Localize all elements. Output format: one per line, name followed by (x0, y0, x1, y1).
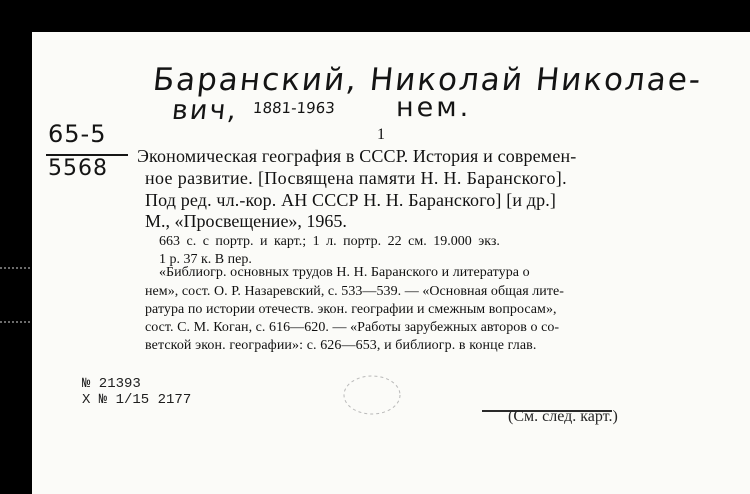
imprint-line: М., «Просвещение», 1965. (145, 211, 347, 231)
shelf-mark-bottom: 5568 (48, 156, 108, 181)
handwritten-author-name: Баранский, Николай Николае- (151, 62, 705, 98)
note-line: сост. С. М. Коган, с. 616—620. — «Работы зарубежных авторов о со- (145, 320, 560, 335)
entry-number: 1 (377, 126, 385, 143)
catalog-card (32, 32, 750, 494)
price-line: 1 р. 37 к. В пер. (159, 252, 252, 267)
registry-stamp: Х № 1/15 2177 (82, 392, 192, 408)
collation-line: 663 с. с портр. и карт.; 1 л. портр. 22 см. 19.000 экз. (159, 234, 500, 249)
title-line: Экономическая география в СССР. История и современ- (137, 146, 577, 166)
note-line: «Библиогр. основных трудов Н. Н. Баранского и литература о (159, 265, 530, 280)
card-edge-mark (0, 266, 32, 326)
handwritten-subject-heading: нем. (396, 92, 472, 123)
title-line: ное развитие. [Посвящена памяти Н. Н. Баранского]. (145, 168, 567, 188)
see-next-card-note: (См. след. карт.) (508, 408, 618, 425)
note-line: нем», сост. О. Р. Назаревский, с. 533—539. — «Основная общая лите- (145, 284, 564, 299)
library-stamp-mark (340, 372, 404, 418)
note-line: ветской экон. географии»: с. 626—653, и библиогр. в конце глав. (145, 338, 537, 353)
handwritten-author-line2: вич, (170, 95, 240, 126)
accession-stamp: № 21393 (82, 376, 141, 392)
handwritten-author-years: 1881-1963 (252, 99, 336, 117)
note-line: ратура по истории отечеств. экон. географии и смежным вопросам», (145, 302, 557, 317)
shelf-mark-top: 65-5 (48, 120, 107, 148)
title-line: Под ред. чл.-кор. АН СССР Н. Н. Баранского] [и др.] (145, 190, 557, 210)
